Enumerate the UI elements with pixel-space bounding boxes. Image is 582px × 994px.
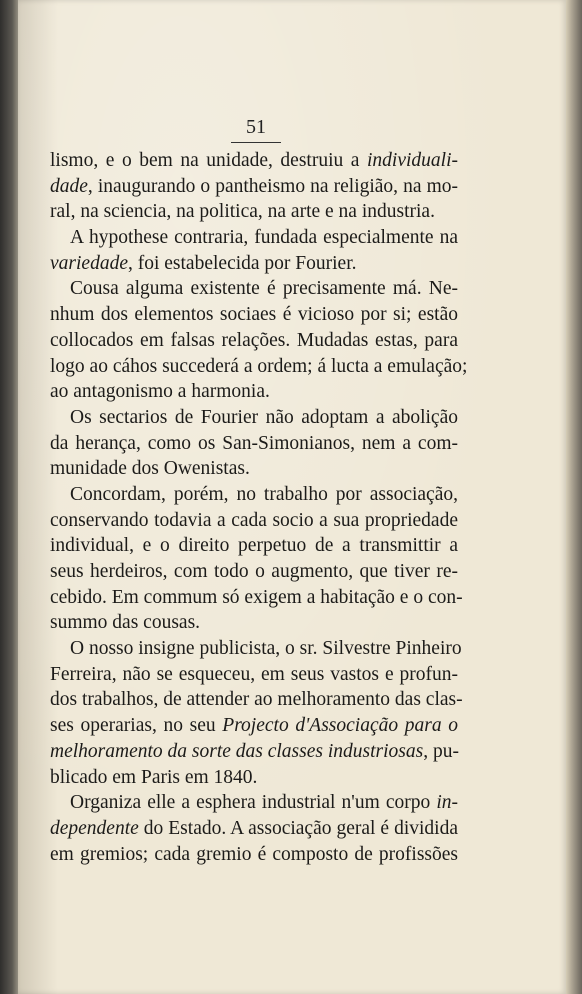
text-segment: da herança, como os San-Simonianos, nem a com- [50,432,458,454]
text-segment: individual, e o direito perpetuo de a transmittir a [50,535,458,557]
text-line [50,687,463,713]
italic-text: melhoramento da sorte das classes industriosas [50,740,424,762]
text-segment: , foi estabelecida por Fourier. [127,252,357,274]
text-segment: logo ao cáhos succederá a ordem; á lucta a emulação; [50,355,468,377]
text-segment: nhum dos elementos sociaes é vicioso por si; estão [50,304,458,326]
text-segment: em gremios; cada gremio é composto de profissões [50,843,458,865]
text-line [50,739,458,765]
text-line [50,842,458,868]
text-segment: , inaugurando o pantheismo na religião, na mo- [87,175,458,197]
italic-text: dependente [50,817,139,839]
page-number: 51 [246,116,266,138]
body-text [50,148,468,867]
text-segment: Ferreira, não se esqueceu, em seus vastos e profun- [50,663,458,685]
text-line [50,225,458,251]
text-line [50,276,458,302]
text-line [50,251,458,277]
text-line [50,482,458,508]
italic-text: individuali- [367,150,458,171]
text-line [50,816,458,842]
text-line [50,405,458,431]
text-line [50,508,458,534]
text-line [50,199,458,225]
text-line [50,585,463,611]
text-segment: ral, na sciencia, na politica, na arte e na industria. [50,201,435,223]
text-line [50,559,458,585]
text-segment: dos trabalhos, de attender ao melhoramento das clas- [50,689,463,711]
text-line [50,379,458,405]
text-segment: Organiza elle a esphera industrial n'um corpo [70,792,437,814]
text-segment: Concordam, porém, no trabalho por associação, [70,483,458,505]
text-segment: blicado em Paris em 1840. [50,766,258,788]
italic-text: Projecto d'Associação para o [222,715,458,737]
page-edge [566,0,582,994]
text-line [50,354,468,380]
text-line [50,636,462,662]
text-segment: Os sectarios de Fourier não adoptam a abolição [70,406,458,428]
text-segment: munidade dos Owenistas. [50,458,250,480]
text-segment: O nosso insigne publicista, o sr. Silvestre Pinheiro [70,638,462,660]
italic-text: in- [436,792,458,814]
text-segment: Cousa alguma existente é precisamente má. Ne- [70,278,458,300]
text-line [50,456,458,482]
italic-text: dade [50,175,88,197]
text-line [50,148,458,174]
text-line [50,662,458,688]
text-segment: do Estado. A associação geral é dividida [138,817,458,839]
text-segment: A hypothese contraria, fundada especialmente na [70,227,458,249]
text-line [50,610,458,636]
text-line [50,328,458,354]
text-line [50,713,458,739]
text-segment: lismo, e o bem na unidade, destruiu a [50,150,367,171]
text-segment: ses operarias, no seu [50,715,223,737]
text-segment: ao antagonismo a harmonia. [50,381,270,403]
text-line [50,790,458,816]
text-line [50,533,458,559]
text-line [50,174,458,200]
text-segment: summo das cousas. [50,612,201,634]
text-segment: conservando todavia a cada socio a sua propriedade [50,509,458,531]
italic-text: variedade [50,252,128,274]
text-line [50,765,458,791]
text-line [50,431,458,457]
page-number-rule [231,142,281,143]
text-segment: seus herdeiros, com todo o augmento, que tiver re- [50,561,458,582]
text-segment: collocados em falsas relações. Mudadas estas, para [50,329,458,351]
text-line [50,302,458,328]
text-segment: cebido. Em commum só exigem a habitação e o con- [50,586,463,608]
text-segment: , pu- [423,740,459,762]
